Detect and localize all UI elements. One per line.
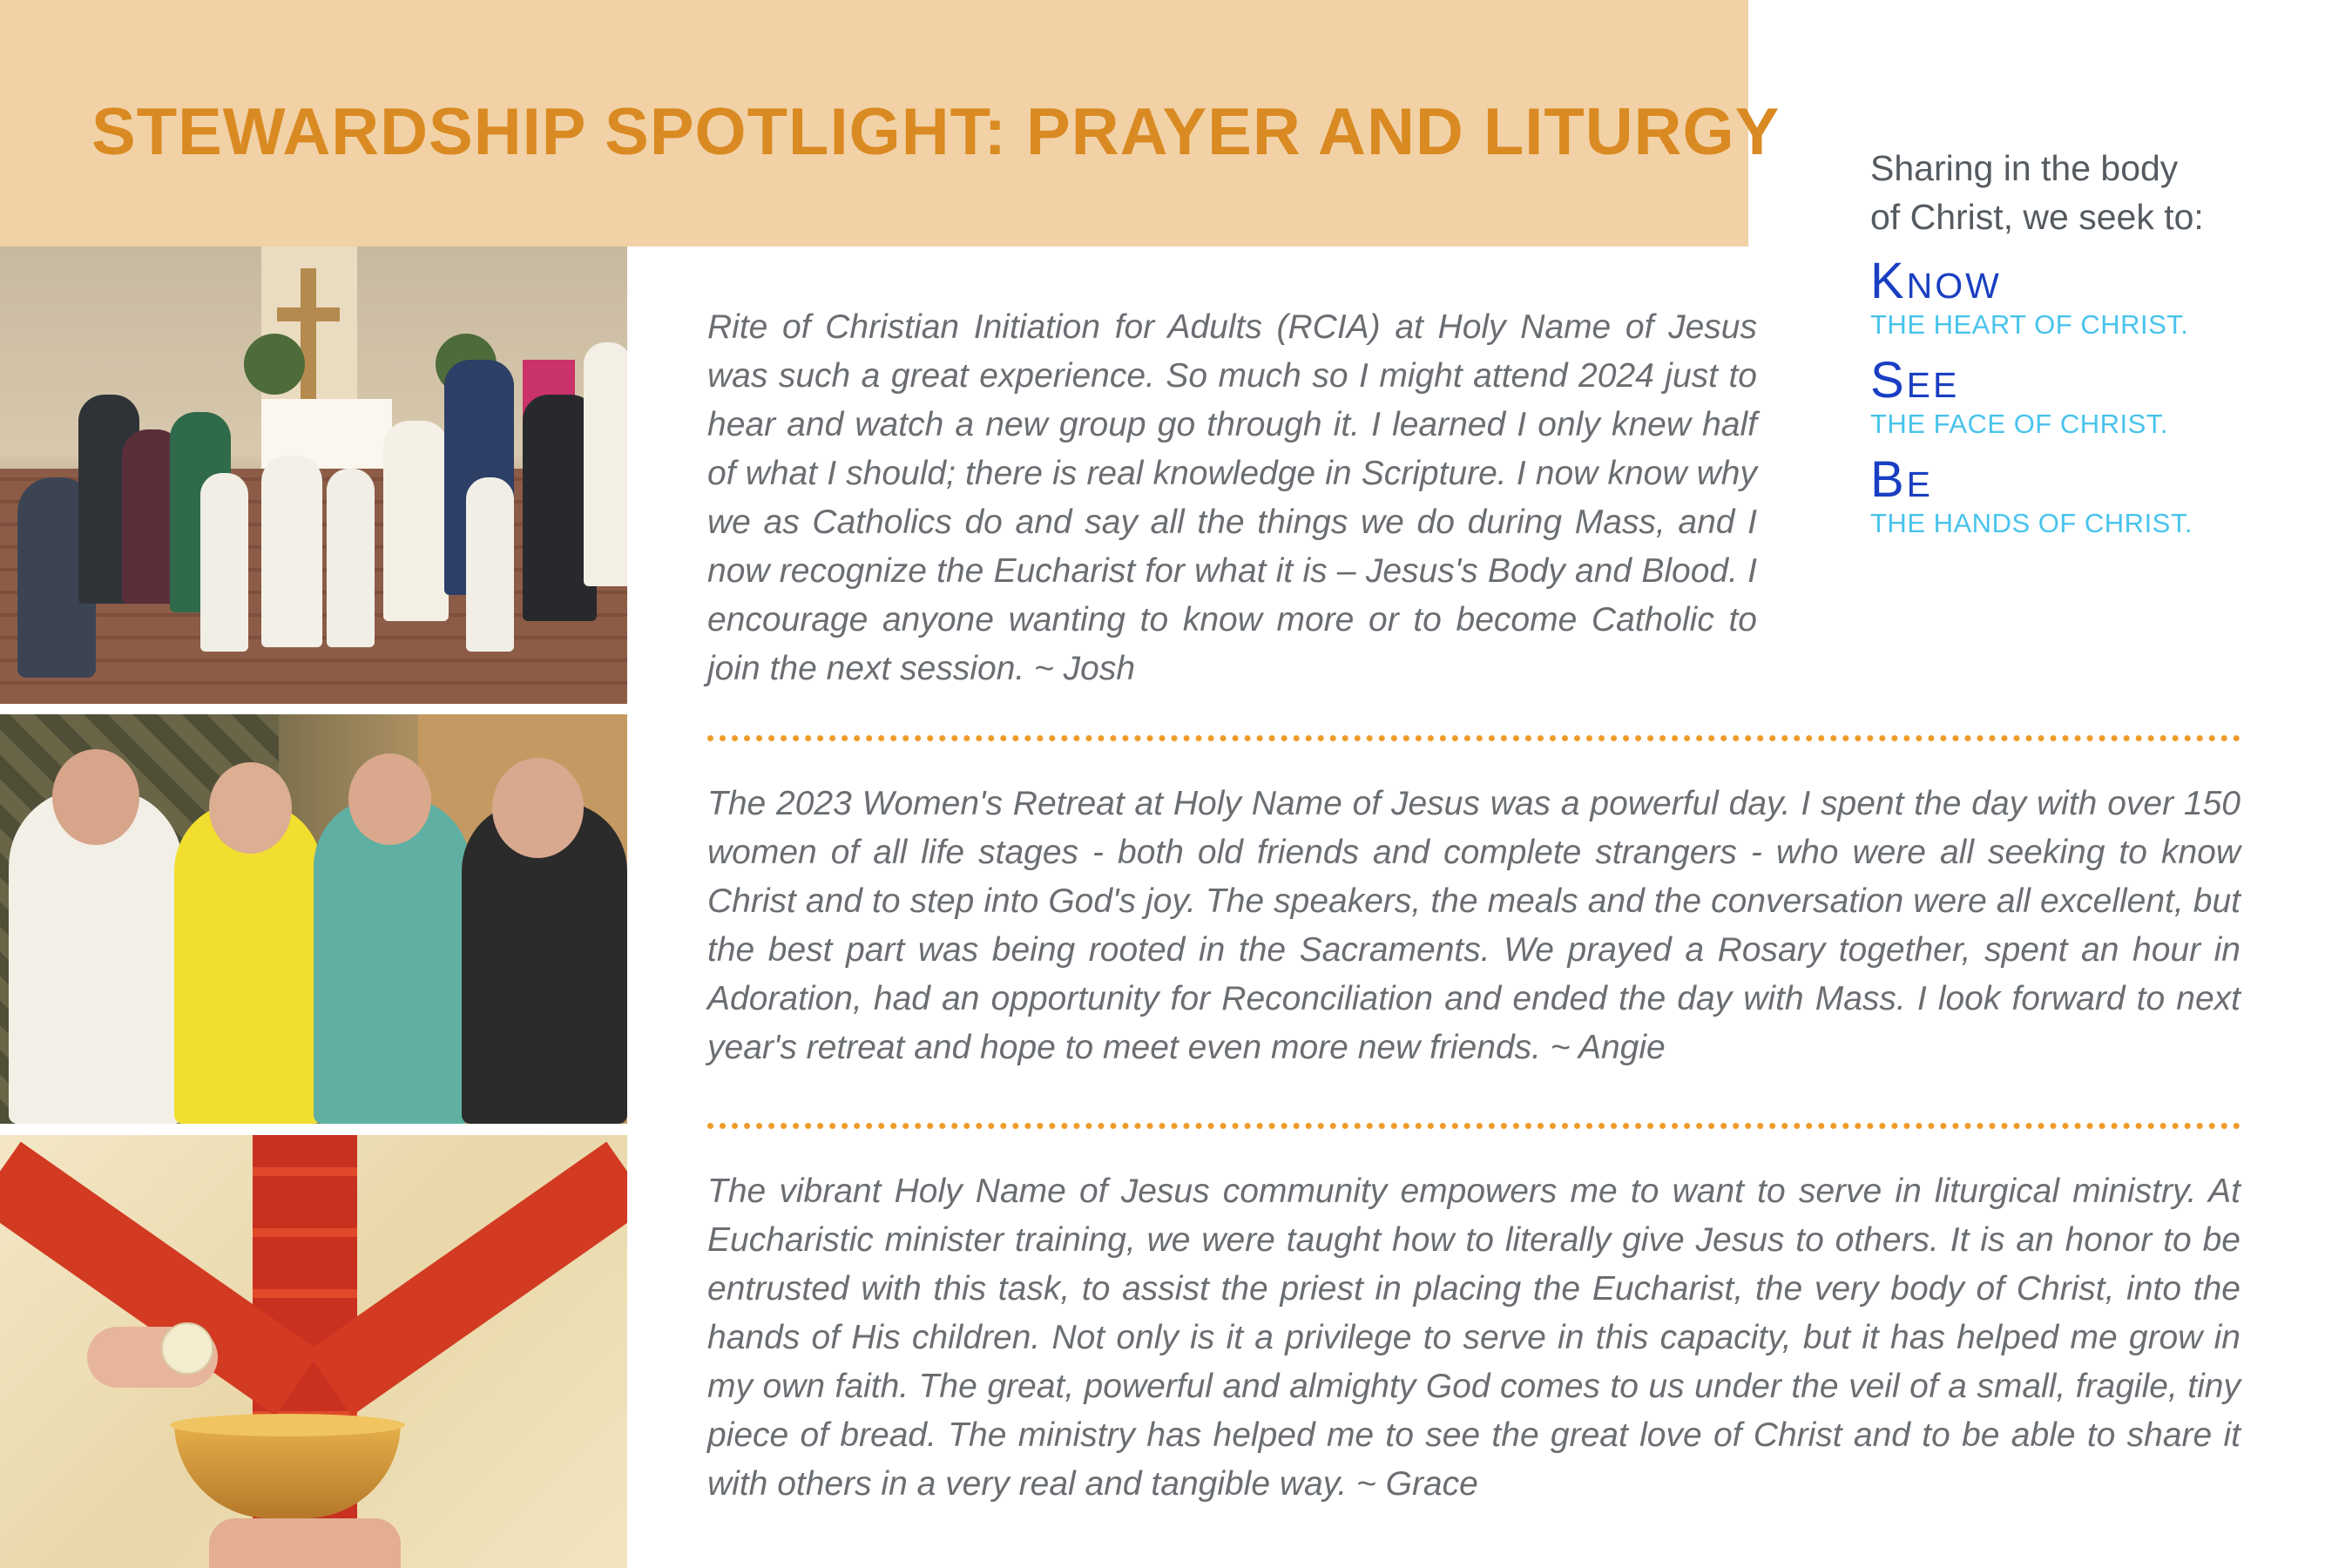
- chalice-rim: [170, 1414, 405, 1436]
- dotted-divider: [707, 735, 2240, 741]
- pillar-subtitle: THE HEART OF CHRIST.: [1870, 309, 2189, 340]
- sidebar-intro-line: Sharing in the body: [1870, 148, 2179, 188]
- host: [161, 1322, 213, 1375]
- rcia-group-photo: [0, 247, 627, 704]
- testimonial-angie: The 2023 Women's Retreat at Holy Name of Jesus was a powerful day. I spent the day with over 150 women of all life stages - both old friends and complete strangers - who were all seeking to know Christ and to step into God's joy. The speakers, the meals and the conversation were all excellent, but the best part was being rooted in the Sacraments. We prayed a Rosary together, spent an hour in Adoration, had an opportunity for Reconciliation and ended the day with Mass. I look forward to next year's retreat and hope to meet even more new friends. ~ Angie: [707, 785, 2240, 1066]
- person-teal-top: [314, 797, 470, 1124]
- page-title: STEWARDSHIP SPOTLIGHT: PRAYER AND LITURGY: [91, 95, 1781, 169]
- pillar-word: Be: [1870, 451, 1934, 508]
- pillar-word: Know: [1870, 253, 2002, 309]
- cross-vertical: [301, 268, 316, 408]
- cross-horizontal: [277, 308, 340, 321]
- testimonial-grace: The vibrant Holy Name of Jesus community empowers me to want to serve in liturgical ministry. At Eucharistic minister training, we were taught how to literally give Jesus to others. It is an honor to be entrusted with this task, to assist the priest in placing the Eucharist, the very body of Christ, into the hands of His children. Not only is it a privilege to serve in this capacity, but it has helped me grow in my own faith. The great, powerful and almighty God comes to us under the veil of a small, fragile, tiny piece of bread. The ministry has helped me to see the great love of Christ and to be able to share it with others in a very real and tangible way. ~ Grace: [707, 1173, 2240, 1503]
- womens-retreat-photo: [0, 714, 627, 1124]
- pillar-subtitle: THE HANDS OF CHRIST.: [1870, 508, 2193, 538]
- testimonial-josh: Rite of Christian Initiation for Adults (RCIA) at Holy Name of Jesus was such a great experience. So much so I might attend 2024 just to hear and watch a new group go through it. I learned I only knew half of what I should; there is real knowledge in Scripture. I now know why we as Catholics do and say all the things we do during Mass, and I now recognize the Eucharist for what it is – Jesus's Body and Blood. I encourage anyone wanting to know more or to become Catholic to join the next session. ~ Josh: [707, 308, 1757, 687]
- pillar-be: [1870, 452, 2288, 539]
- altar-plant: [244, 334, 305, 395]
- face: [52, 749, 139, 845]
- face: [348, 754, 431, 845]
- sidebar: [1870, 144, 2288, 539]
- person: [584, 342, 627, 586]
- person: [383, 421, 449, 621]
- hands-holding-chalice: [209, 1518, 401, 1568]
- eucharist-photo: [0, 1135, 627, 1568]
- pillar-subtitle: THE FACE OF CHRIST.: [1870, 409, 2168, 439]
- person: [466, 477, 514, 652]
- sidebar-intro-line: of Christ, we seek to:: [1870, 197, 2204, 237]
- face: [209, 762, 292, 854]
- person: [327, 469, 375, 647]
- pillar-know: [1870, 253, 2288, 341]
- person: [261, 456, 322, 647]
- chalice-bowl: [174, 1423, 401, 1518]
- dotted-divider: [707, 1123, 2240, 1129]
- pillar-see: [1870, 353, 2288, 440]
- sidebar-intro: [1870, 144, 2288, 241]
- face: [492, 758, 584, 858]
- person: [200, 473, 248, 652]
- pillar-word: See: [1870, 352, 1960, 409]
